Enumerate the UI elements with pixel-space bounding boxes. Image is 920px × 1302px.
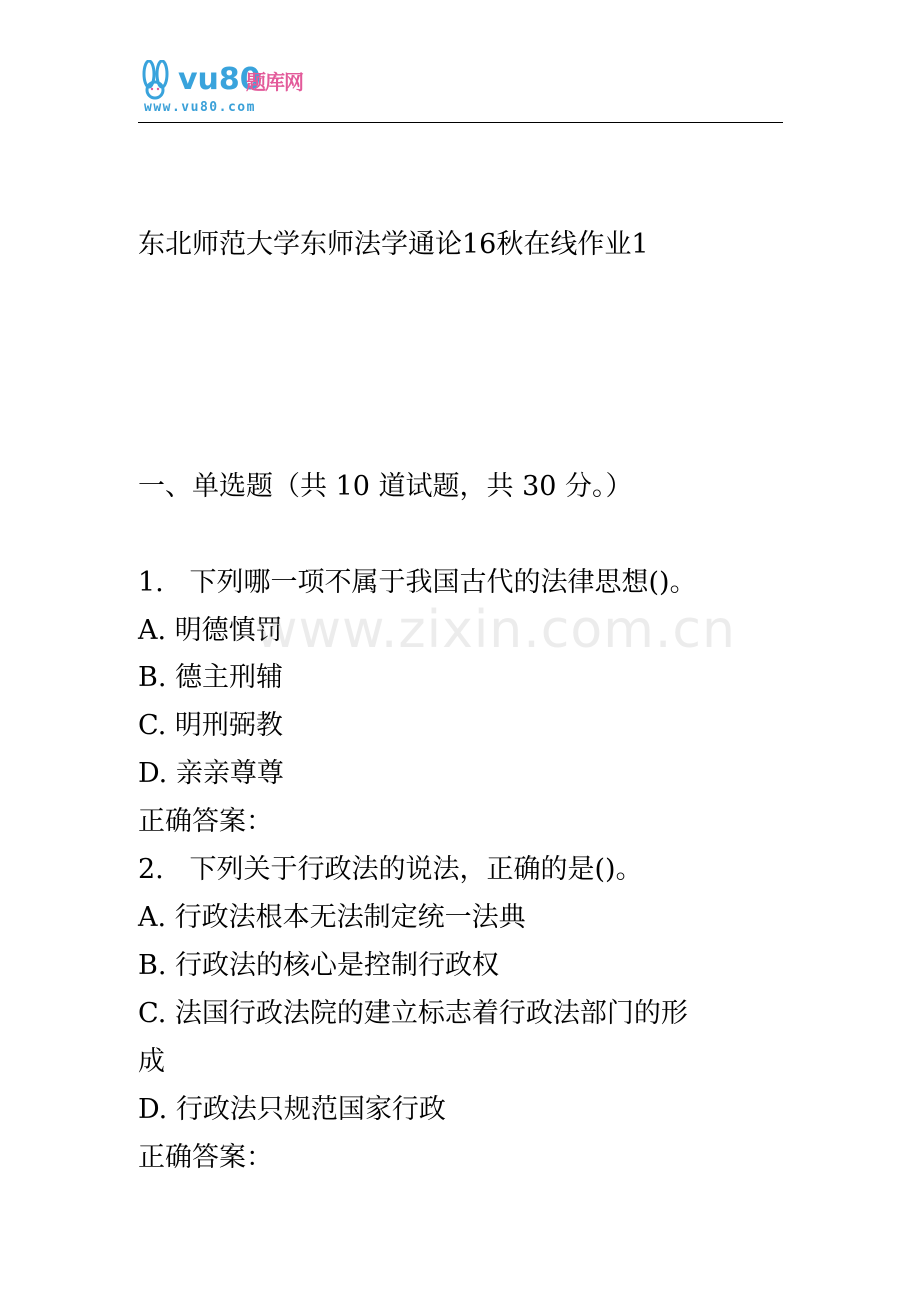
option-text: 明德慎罚: [174, 615, 283, 646]
watermark: www.zixin.com.cn: [255, 600, 736, 660]
section-heading: 一、单选题（共 10 道试题，共 30 分。）: [138, 471, 633, 502]
option-letter: C.: [138, 998, 167, 1029]
question-1-answer-label: 正确答案：: [138, 806, 273, 837]
question-2-option-d: [138, 1093, 446, 1127]
option-letter: A.: [138, 902, 167, 933]
option-text: 德主刑辅: [175, 662, 284, 693]
question-1-stem: [138, 566, 697, 600]
question-2-option-c-continuation: 成: [138, 1046, 165, 1077]
site-logo[interactable]: [138, 60, 328, 118]
page-header: [138, 60, 783, 123]
question-1-option-d: [138, 757, 284, 791]
question-text: 下列关于行政法的说法，正确的是()。: [189, 854, 643, 885]
question-1-option-b: [138, 661, 283, 695]
option-text: 行政法只规范国家行政: [175, 1094, 446, 1125]
question-2-option-c: [138, 997, 688, 1031]
option-letter: A.: [138, 615, 167, 646]
option-letter: B.: [138, 662, 167, 693]
document-title: 东北师范大学东师法学通论16秋在线作业1: [138, 229, 649, 260]
option-letter: B.: [138, 950, 167, 981]
rabbit-logo-icon: [138, 60, 182, 100]
question-number: 1.: [138, 567, 164, 598]
option-letter: D.: [138, 758, 168, 789]
question-1-option-a: [138, 614, 283, 648]
question-2-option-a: [138, 901, 526, 935]
question-text: 下列哪一项不属于我国古代的法律思想()。: [189, 567, 697, 598]
question-number: 2.: [138, 854, 164, 885]
logo-url: www.vu80.com: [144, 100, 256, 115]
question-2-answer-label: 正确答案：: [138, 1142, 273, 1173]
question-2-stem: [138, 853, 643, 887]
option-text: 明刑弼教: [174, 710, 283, 741]
option-text: 行政法的核心是控制行政权: [175, 950, 500, 981]
question-1-option-c: [138, 709, 283, 743]
logo-suffix: 题库网: [246, 70, 303, 94]
option-letter: C.: [138, 710, 167, 741]
option-text: 法国行政法院的建立标志着行政法部门的形: [174, 998, 688, 1029]
option-text: 亲亲尊尊: [175, 758, 284, 789]
question-2-option-b: [138, 949, 499, 983]
logo-wordmark: vu80: [178, 62, 261, 97]
option-letter: D.: [138, 1094, 168, 1125]
option-text: 行政法根本无法制定统一法典: [174, 902, 526, 933]
